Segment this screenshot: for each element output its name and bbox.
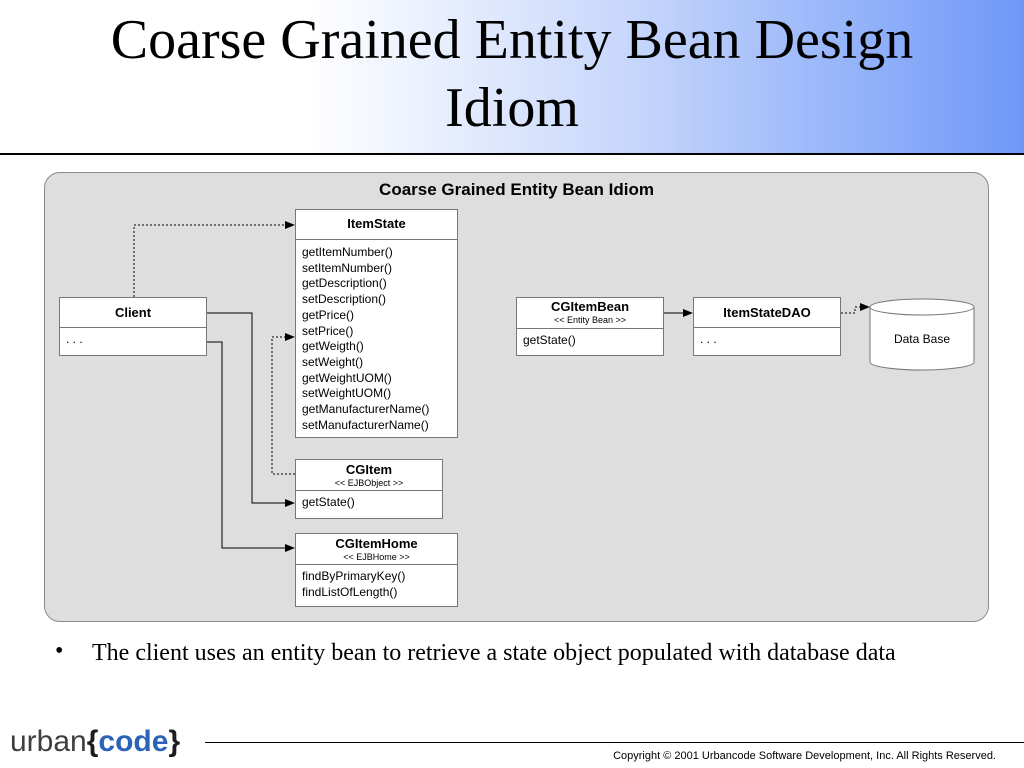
database-label: Data Base xyxy=(893,332,951,346)
diagram-title: Coarse Grained Entity Bean Idiom xyxy=(379,180,654,199)
itemstate-member: setWeightUOM() xyxy=(302,386,392,401)
database-cylinder xyxy=(870,299,974,370)
itemstate-member: setManufacturerName() xyxy=(302,417,429,432)
cgitembean-class-name: CGItemBean xyxy=(550,299,630,314)
cgitem-member: getState() xyxy=(302,495,355,509)
itemstate-member: getDescription() xyxy=(302,276,387,291)
client-to-cgitemhome-connector xyxy=(207,342,294,548)
itemstate-class-name: ItemState xyxy=(347,216,406,231)
itemstate-member: setDescription() xyxy=(302,292,387,307)
client-class-name: Client xyxy=(114,305,152,320)
itemstate-members xyxy=(296,240,457,437)
logo-close-brace: } xyxy=(168,725,181,758)
itemstate-member: getWeightUOM() xyxy=(302,370,392,385)
itemstate-member: getManufacturerName() xyxy=(302,402,430,417)
cgitem-stereotype: << EJBObject >> xyxy=(334,478,404,488)
client-member: . . . xyxy=(66,332,83,346)
itemstatedao-to-database-connector xyxy=(841,307,869,313)
itemstate-member: getPrice() xyxy=(302,307,355,322)
cgitembean-class-box xyxy=(516,297,664,356)
client-class-box xyxy=(59,297,207,356)
slide-title-line1: Coarse Grained Entity Bean Design xyxy=(110,9,914,71)
cgitem-class-box xyxy=(295,459,443,519)
urbancode-logo xyxy=(10,722,180,762)
itemstatedao-member: . . . xyxy=(700,332,717,346)
cgitemhome-member: findListOfLength() xyxy=(302,584,398,599)
cgitembean-stereotype: << Entity Bean >> xyxy=(553,315,627,325)
client-to-itemstate-connector xyxy=(134,225,294,297)
itemstate-member: setWeight() xyxy=(302,354,364,369)
itemstatedao-class-box xyxy=(693,297,841,356)
logo-open-brace: { xyxy=(86,725,99,758)
bullet-marker: • xyxy=(55,638,64,664)
cgitem-to-itemstate-connector xyxy=(272,337,295,474)
cgitem-class-name: CGItem xyxy=(345,462,393,477)
cgitemhome-member: findByPrimaryKey() xyxy=(302,569,406,583)
cgitembean-member: getState() xyxy=(523,333,576,347)
logo-word: code xyxy=(98,725,169,758)
footer-divider xyxy=(205,742,1024,743)
bullet-text: The client uses an entity bean to retrieve a state object populated with database data xyxy=(92,640,896,666)
itemstate-class-box xyxy=(295,209,458,438)
slide-title-line2: Idiom xyxy=(445,77,579,139)
cgitemhome-class-box xyxy=(295,533,458,607)
itemstate-member: setItemNumber() xyxy=(302,260,393,275)
itemstate-member: setPrice() xyxy=(302,323,354,338)
copyright-notice: Copyright © 2001 Urbancode Software Development, Inc. All Rights Reserved. xyxy=(613,750,996,762)
itemstate-member: getItemNumber() xyxy=(302,245,393,259)
itemstatedao-class-name: ItemStateDAO xyxy=(723,305,811,320)
cgitemhome-class-name: CGItemHome xyxy=(335,536,418,551)
cgitemhome-stereotype: << EJBHome >> xyxy=(343,552,410,562)
logo-prefix: urban xyxy=(10,725,87,758)
itemstate-member: getWeigth() xyxy=(302,339,364,354)
